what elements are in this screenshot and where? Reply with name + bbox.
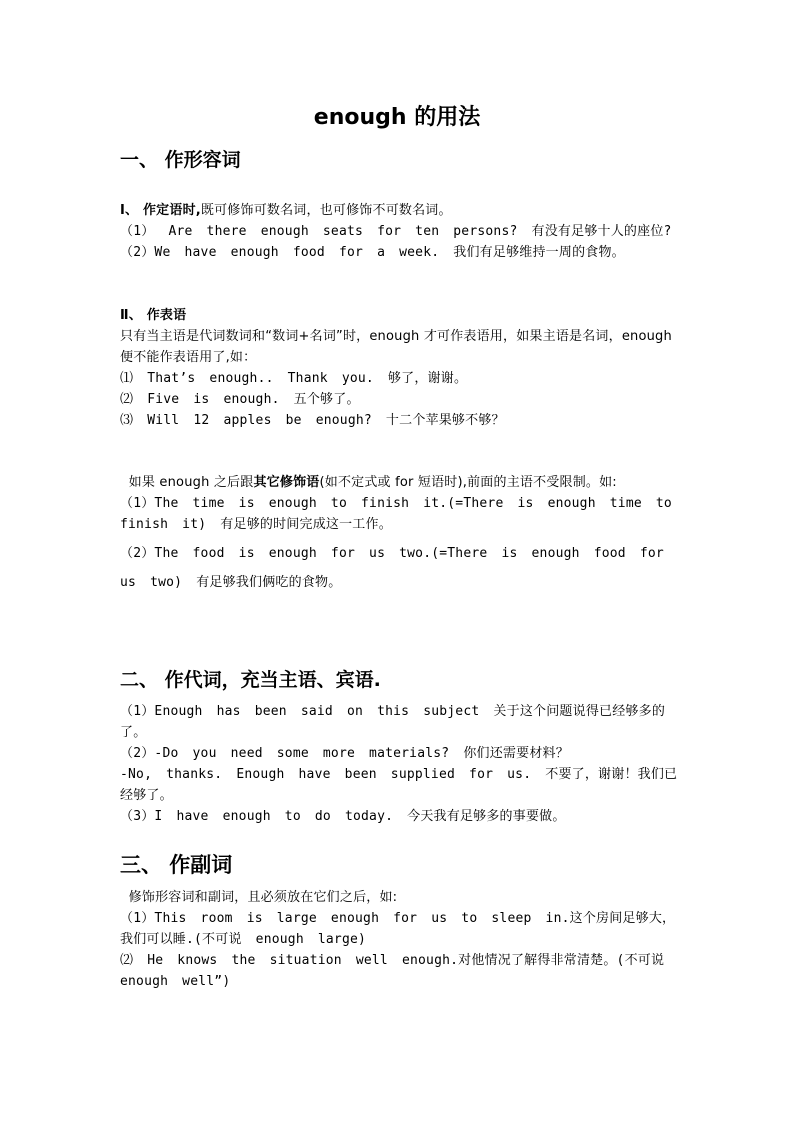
section-3-intro: 修饰形容词和副词，且必须放在它们之后，如:: [128, 890, 398, 905]
section-3-example-2: ⑵ He knows the situation well enough.对他情况了解得非常清楚。(不可说 enough well”): [120, 953, 665, 989]
section-2-example-3: -No, thanks. Enough have been supplied for us. 不要了，谢谢！我们已经够了。: [120, 767, 678, 803]
sub-1-example-1: （1） Are there enough seats for ten persons? 有没有足够十人的座位?: [120, 224, 672, 239]
section-2-example-1: （1）Enough has been said on this subject 关于这个问题说得已经够多的了。: [120, 704, 666, 740]
section-1-sub-2: [120, 305, 680, 431]
note-example-2: （2）The food is enough for us two.(=There is enough food for us two) 有足够我们俩吃的食物。: [120, 546, 664, 590]
sub-2-example-2: ⑵ Five is enough. 五个够了。: [120, 392, 360, 407]
document-title: enough 的用法: [313, 105, 481, 130]
section-1-heading: 一、 作形容词: [120, 149, 241, 171]
note-text-post: (如不定式或 for 短语时),前面的主语不受限制。如:: [319, 475, 617, 490]
note-text-pre: 如果 enough 之后跟: [128, 475, 254, 490]
section-1-note: [120, 472, 680, 597]
sub-2-intro: 只有当主语是代词数词和“数词+名词”时，enough 才可作表语用，如果主语是名词，enough 便不能作表语用了,如：: [120, 329, 672, 365]
section-2-heading: 二、 作代词，充当主语、宾语.: [120, 669, 381, 691]
section-2-example-4: （3）I have enough to do today. 今天我有足够多的事要做。: [120, 809, 566, 824]
section-3-body: [120, 887, 680, 992]
section-1-sub-1: [120, 200, 680, 263]
section-2-body: [120, 701, 680, 827]
sub-2-example-3: ⑶ Will 12 apples be enough? 十二个苹果够不够？: [120, 413, 505, 428]
sub-2-label: Ⅱ、 作表语: [120, 308, 187, 323]
section-3-heading: 三、 作副词: [120, 853, 233, 877]
section-2-example-2: （2）-Do you need some more materials? 你们还需要材料？: [120, 746, 569, 761]
sub-1-example-2: （2）We have enough food for a week. 我们有足够维持一周的食物。: [120, 245, 625, 260]
section-3-example-1: （1）This room is large enough for us to sleep in.这个房间足够大，我们可以睡.(不可说 enough large): [120, 911, 676, 947]
note-text-bold: 其它修饰语: [253, 475, 320, 490]
note-example-1: （1）The time is enough to finish it.(=There is enough time to finish it) 有足够的时间完成这一工作。: [120, 496, 672, 532]
sub-1-label: Ⅰ、 作定语时,: [120, 203, 201, 218]
sub-1-text: 既可修饰可数名词，也可修饰不可数名词。: [200, 203, 452, 218]
sub-2-example-1: ⑴ That’s enough.. Thank you. 够了，谢谢。: [120, 371, 468, 386]
